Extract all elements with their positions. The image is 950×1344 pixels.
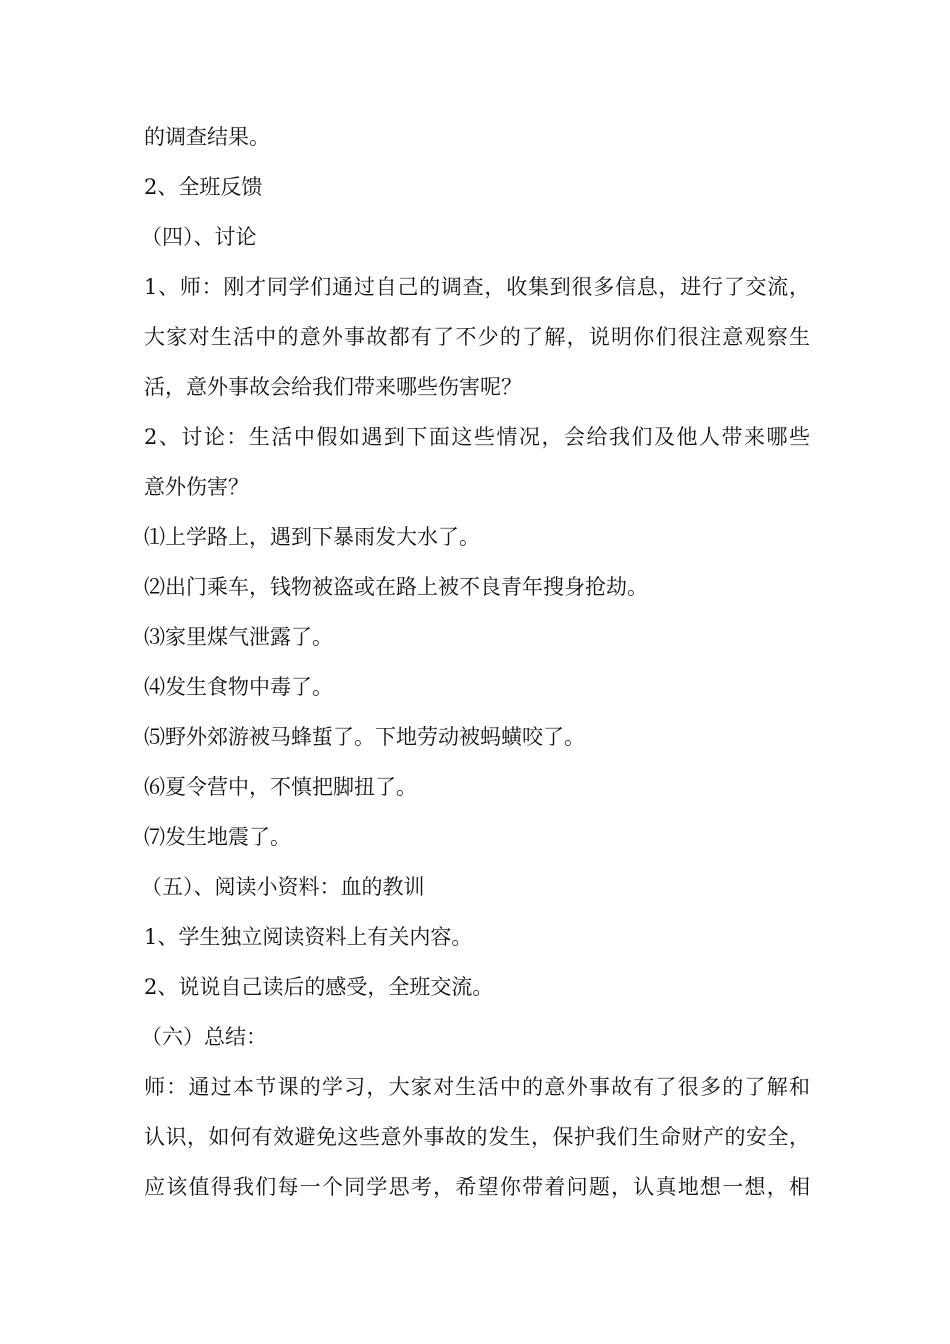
list-item-5: ⑸野外郊游被马蜂蜇了。下地劳动被蚂蟥咬了。 xyxy=(144,725,585,749)
section-heading-5: （五）、阅读小资料：血的教训 xyxy=(141,875,425,899)
text-line-4: 1、师：刚才同学们通过自己的调查，收集到很多信息，进行了交流， xyxy=(144,275,810,299)
list-item-3: ⑶家里煤气泄露了。 xyxy=(144,625,333,649)
text-line-20: 师：通过本节课的学习，大家对生活中的意外事故有了很多的了解和 xyxy=(144,1075,810,1099)
text-line-8: 意外伤害？ xyxy=(144,475,249,499)
text-line-5: 大家对生活中的意外事故都有了不少的了解，说明你们很注意观察生 xyxy=(144,325,810,349)
section-heading-4: （四）、讨论 xyxy=(141,225,257,249)
text-line-18: 2、说说自己读后的感受，全班交流。 xyxy=(144,975,494,999)
list-item-2: ⑵出门乘车，钱物被盗或在路上被不良青年搜身抢劫。 xyxy=(144,575,648,599)
document-body xyxy=(141,112,810,1212)
text-line-2: 2、全班反馈 xyxy=(144,175,263,199)
text-line-17: 1、学生独立阅读资料上有关内容。 xyxy=(144,925,473,949)
list-item-1: ⑴上学路上，遇到下暴雨发大水了。 xyxy=(144,525,480,549)
list-item-7: ⑺发生地震了。 xyxy=(144,825,291,849)
text-line-1: 的调查结果。 xyxy=(144,125,270,149)
text-line-22: 应该值得我们每一个同学思考，希望你带着问题，认真地想一想，相 xyxy=(144,1175,810,1199)
list-item-6: ⑹夏令营中，不慎把脚扭了。 xyxy=(144,775,417,799)
section-heading-6: （六）总结： xyxy=(141,1025,267,1049)
text-line-21: 认识，如何有效避免这些意外事故的发生，保护我们生命财产的安全， xyxy=(144,1125,810,1149)
text-line-6: 活，意外事故会给我们带来哪些伤害呢？ xyxy=(144,375,522,399)
text-line-7: 2、讨论：生活中假如遇到下面这些情况，会给我们及他人带来哪些 xyxy=(144,425,810,449)
list-item-4: ⑷发生食物中毒了。 xyxy=(144,675,333,699)
